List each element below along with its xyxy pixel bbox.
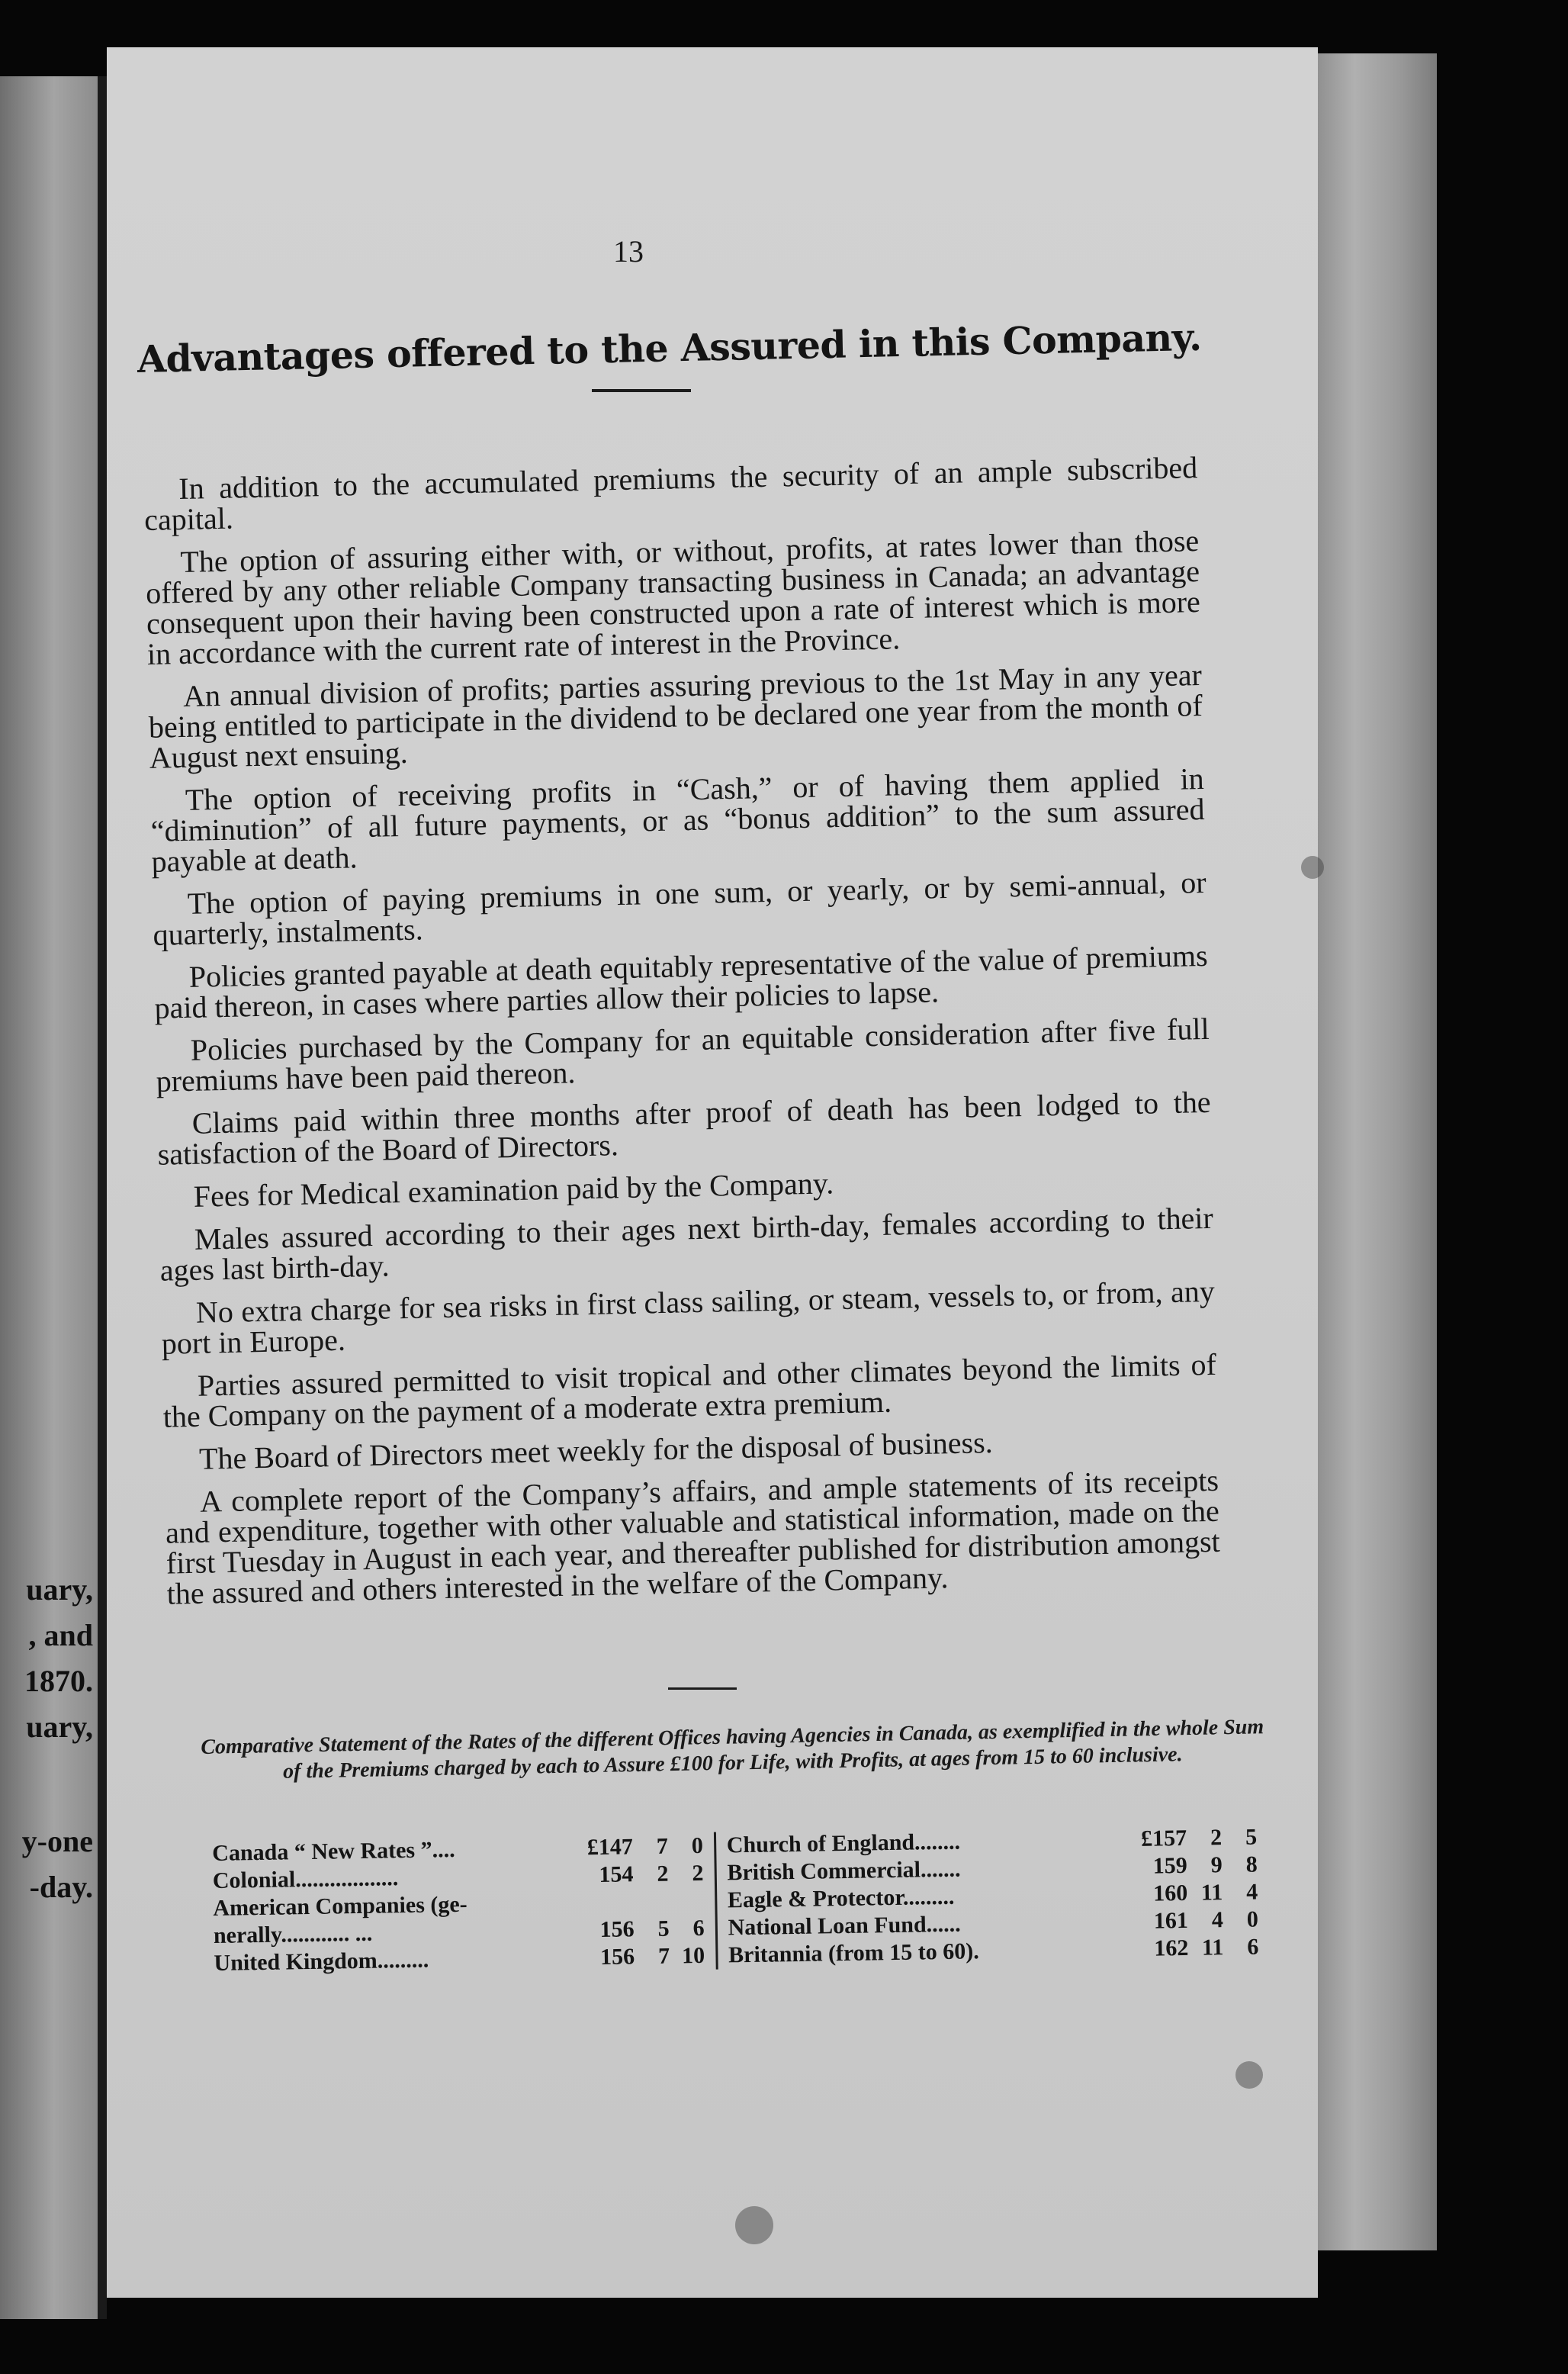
left-page-fragment: 1870. bbox=[24, 1664, 93, 1698]
paragraph: Policies purchased by the Company for an equitable consideration after five full premiums have been paid thereon. bbox=[156, 1011, 1210, 1099]
rates-column-right bbox=[727, 1823, 1259, 1969]
rate-pence: 0 bbox=[1246, 1906, 1259, 1932]
rate-pence: 6 bbox=[692, 1915, 705, 1941]
section-rule bbox=[668, 1687, 737, 1690]
rate-label: National Loan Fund...... bbox=[728, 1911, 961, 1941]
rate-pounds: 161 bbox=[1153, 1907, 1189, 1934]
rates-table bbox=[212, 1823, 1259, 1977]
rate-shillings: 11 bbox=[1201, 1935, 1224, 1961]
paper-blemish bbox=[1235, 2061, 1263, 2089]
rate-shillings: 11 bbox=[1200, 1880, 1223, 1906]
rate-label: Britannia (from 15 to 60). bbox=[728, 1938, 979, 1968]
page-number: 13 bbox=[613, 234, 644, 269]
rate-shillings: 4 bbox=[1211, 1907, 1224, 1933]
rate-shillings: 2 bbox=[1210, 1825, 1223, 1851]
paragraph: The option of receiving profits in “Cash,” or of having them applied in “diminution” of all future payments, or as “bonus addition” to the sum assured payable at death. bbox=[150, 761, 1205, 879]
rate-pounds: 160 bbox=[1153, 1880, 1188, 1906]
left-page-fragment: -day. bbox=[29, 1870, 93, 1904]
left-page-fragment: y-one bbox=[21, 1824, 93, 1858]
paper-blemish bbox=[735, 2206, 773, 2244]
page-edge-strip bbox=[1310, 53, 1437, 2250]
left-page-fragment: , and bbox=[28, 1618, 93, 1652]
rate-label: Canada “ New Rates ”.... bbox=[212, 1836, 455, 1866]
paragraph: Policies granted payable at death equitably representative of the value of premiums paid thereon, in cases where parties allow their policies to lapse. bbox=[154, 938, 1208, 1025]
rate-pounds: 156 bbox=[599, 1944, 635, 1970]
rate-pence: 0 bbox=[691, 1832, 704, 1859]
rate-label: nerally............ ... bbox=[213, 1920, 373, 1948]
paragraph: No extra charge for sea risks in first class sailing, or steam, vessels to, or from, any port in Europe. bbox=[161, 1273, 1216, 1361]
paragraph: A complete report of the Company’s affairs, and ample statements of its receipts and expenditure, together with other valuable and statistical information, made on the first Tuesday in August in each year, and thereafter published for distribution amongst the assured and others interested in the welfare of the Company. bbox=[165, 1462, 1221, 1611]
rate-pence bbox=[669, 1887, 705, 1916]
rate-pounds bbox=[582, 1888, 635, 1916]
rate-shillings: 7 bbox=[657, 1943, 670, 1969]
rate-pence: 2 bbox=[692, 1860, 704, 1887]
rate-pence: 5 bbox=[1245, 1824, 1258, 1850]
paragraph: Claims paid within three months after proof of death has been lodged to the satisfaction of the Board of Directors. bbox=[157, 1084, 1212, 1172]
page-title: Advantages offered to the Assured in this Company. bbox=[137, 314, 1203, 381]
rate-shillings: 2 bbox=[657, 1861, 669, 1887]
title-rule bbox=[592, 389, 691, 392]
rate-shillings: 7 bbox=[656, 1833, 669, 1859]
book-gutter bbox=[98, 76, 107, 2319]
paragraph: In addition to the accumulated premiums the security of an ample subscribed capital. bbox=[143, 450, 1198, 537]
rate-pounds: 154 bbox=[599, 1861, 634, 1888]
rate-pounds: 156 bbox=[599, 1916, 635, 1943]
rate-pounds: 162 bbox=[1154, 1935, 1189, 1961]
paragraph: The option of assuring either with, or without, profits, at rates lower than those offered by any other reliable Company transacting business in Canada; an advantage consequent upon their having been constructed upon a rate of interest which is more in accordance with the current rate of interest in the Province. bbox=[145, 523, 1201, 671]
paragraph: The option of paying premiums in one sum, or yearly, or by semi-annual, or quarterly, instalments. bbox=[153, 864, 1207, 952]
rate-label: British Commercial....... bbox=[727, 1856, 961, 1886]
paragraph: The Board of Directors meet weekly for the disposal of business. bbox=[198, 1424, 994, 1476]
paragraph: Parties assured permitted to visit tropical and other climates beyond the limits of the Company on the payment of a moderate extra premium. bbox=[162, 1346, 1217, 1434]
paragraph: Fees for Medical examination paid by the Company. bbox=[193, 1166, 834, 1214]
rate-label: Church of England........ bbox=[726, 1829, 961, 1858]
rate-shillings: 5 bbox=[657, 1916, 670, 1941]
advantages-list bbox=[143, 452, 1221, 1622]
document-page bbox=[107, 47, 1318, 2298]
rate-pounds: £147 bbox=[586, 1834, 634, 1861]
comparative-caption: Comparative Statement of the Rates of the different Offices having Agencies in Canada, as exemplified in the whole Sum of the Premiums charged by each to Assure £100 for Life, with Profits, at ages from 15 to 60 inclusive. bbox=[200, 1715, 1264, 1784]
rate-label: Colonial.................. bbox=[212, 1865, 399, 1893]
column-divider bbox=[714, 1832, 718, 1970]
rate-pounds: 159 bbox=[1152, 1852, 1187, 1879]
rate-pence: 4 bbox=[1245, 1879, 1258, 1905]
rate-shillings: 9 bbox=[1210, 1852, 1223, 1878]
paper-blemish bbox=[1301, 856, 1324, 879]
rate-pence: 10 bbox=[681, 1942, 705, 1969]
rate-label: Eagle & Protector......... bbox=[727, 1883, 955, 1913]
paragraph: An annual division of profits; parties assuring previous to the 1st May in any year being entitled to participate in the dividend to be declared one year from the month of August next ensuing. bbox=[148, 657, 1203, 775]
adjacent-left-page bbox=[0, 76, 98, 2319]
paragraph: Males assured according to their ages next birth-day, females according to their ages last birth-day. bbox=[159, 1200, 1214, 1288]
rate-shillings bbox=[634, 1888, 670, 1916]
rate-label: United Kingdom......... bbox=[214, 1947, 429, 1976]
left-page-fragment: uary, bbox=[26, 1710, 93, 1744]
rate-pence: 8 bbox=[1245, 1851, 1258, 1877]
rate-pence: 6 bbox=[1247, 1934, 1259, 1960]
rate-pounds: £157 bbox=[1140, 1825, 1187, 1851]
rates-column-left bbox=[212, 1832, 705, 1977]
left-page-fragment: uary, bbox=[26, 1572, 93, 1607]
rate-label: American Companies (ge- bbox=[213, 1891, 468, 1921]
